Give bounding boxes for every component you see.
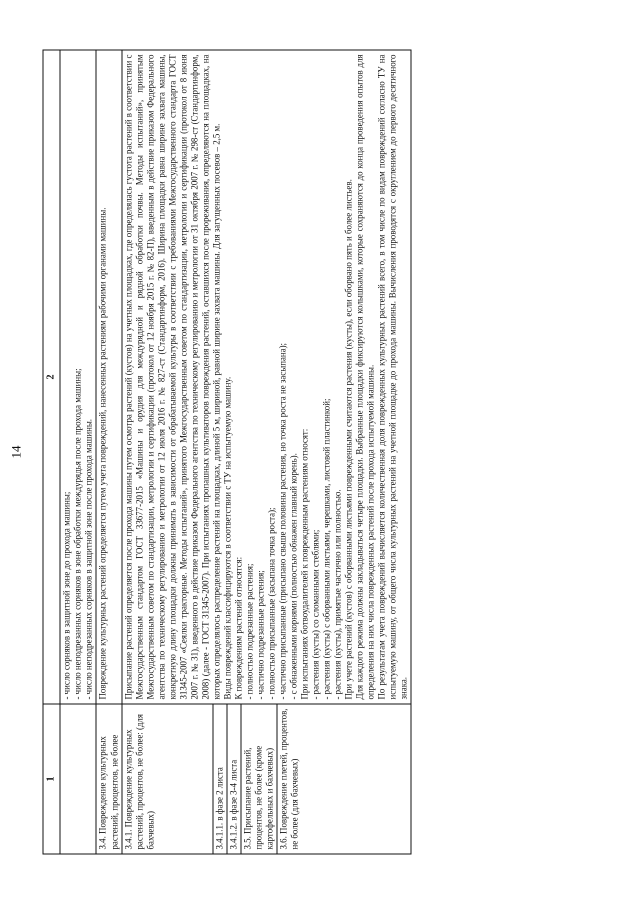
text-line: Присыпание растений определяется после прохода машины путем осмотра растений (кустов) на учетных площадках, где определялась густота растений в соответствии с Межгосударственным стандартом ГОСТ 33677-2015 «Машины и орудия для междурядной и рядной обработки почвы. Методы испытаний», принятым Межгосударственным советом по стандартизации, метрологии и сертификации (протокол от 12 ноября 2015 г. № 82-П), введенным в действие приказом Федерального агентства по техническому регулированию и метрологии от 12 июля 2016 г. № 827-ст (Стандартинформ, 2016). Ширина площадки равна ширине захвата машины, конкретную длину площадки должны принимать в зависимости от обрабатываемой культуры в соответствии с требованиями Межгосударственного стандарта ГОСТ 31345-2007 «Сеялки тракторные. Методы испытаний», принятого Межгосударственным советом по стандартизации, метрологии и сертификации (протокол от 8 июня 2007 г. № 31), введенного в действие приказом Федерального агентства по техническому регулированию и метрологии от 31 октября 2007 г. № 298-ст (Стандартинформ, 2008) (далее - ГОСТ 31345-2007). При испытаниях пропашных культиваторов повреждения растений, оставшихся после прореживания, определяются на площадках, на которых определялось распределение растений на площадках, длиной 5 м, шириной, равной ширине захвата машины. Для загущенных посевов – 2,5 м. bbox=[123, 54, 222, 700]
row-label-group bbox=[122, 704, 412, 854]
table-row bbox=[60, 50, 96, 854]
text-line: По результатам учета повреждений вычисляется количественная доля поврежденных культурных растений всего, в том числе по видам повреждений согласно ТУ на испытуемую машину, от общего числа культурных растений на учетной площадке до прохода машины. Вычисления проводятся с округлением до первого десятичного знака. bbox=[376, 54, 409, 700]
text-line: Повреждение культурных растений определяется путем учета повреждений, нанесенных растениям рабочими органами машины. bbox=[97, 207, 108, 700]
row-text bbox=[122, 50, 412, 704]
row-text bbox=[96, 50, 121, 704]
row-label: 3.4.1.1. в фазе 2 листа bbox=[213, 705, 227, 854]
text-line: - число неподрезанных сорняков в зоне обработки междурядья после прохода машины; bbox=[72, 368, 83, 700]
row-label: 3.4.1. Повреждение культурных растений, процентов, не более: (для бахчевых) bbox=[122, 705, 213, 854]
row-label: 3.5. Присыпание растений, процентов, не более (кроме картофельных и бахчевых) bbox=[241, 705, 277, 854]
text-line: Для каждого режима должны закладываться четыре площадки. Выбранные площадки фиксируются колышками, которые сохраняются до конца проведения опытов для определения на них числа поврежденных растений после прохода испытуемой машины. bbox=[354, 54, 376, 700]
header-col-2: 2 bbox=[43, 50, 60, 704]
text-line: При учете растений (кустов) с оборванными листьями поврежденными считаются растения (кусты), если оборвано пять и более листьев. bbox=[343, 179, 354, 700]
row-label bbox=[60, 704, 96, 854]
table-row bbox=[96, 50, 121, 854]
row-label: 3.6. Повреждение плетей, процентов, не более (для бахчевых) bbox=[278, 708, 300, 850]
header-row bbox=[43, 50, 60, 854]
spec-table bbox=[43, 50, 412, 855]
text-line: - растения (кусты), примятые частично или полностью. bbox=[332, 489, 343, 700]
row-label: 3.4. Повреждение культурных растений, процентов, не более bbox=[96, 704, 121, 854]
page-number: 14 bbox=[8, 445, 24, 459]
text-line: - частично присыпанные (присыпано свыше половины растения, но точка роста не засыпана); bbox=[277, 343, 288, 700]
text-line: При испытаниях ботвоудалителей к поврежденным растениям относят: bbox=[299, 428, 310, 700]
text-line: Виды повреждений классифицируются в соответствии с ТУ на испытуемую машину. bbox=[222, 376, 233, 700]
text-line: - с обнаженными корнями (полностью обнажен главный корень). bbox=[288, 453, 299, 700]
text-line: - число неподрезанных сорняков в защитной зоне после прохода машины. bbox=[83, 418, 94, 700]
text-line: - частично подрезанные растения; bbox=[255, 570, 266, 700]
row-text bbox=[60, 50, 96, 704]
header-col-1: 1 bbox=[43, 704, 60, 854]
text-line: - полностью подрезанные растения; bbox=[244, 563, 255, 700]
row-label: 3.4.1.2. в фазе 3-4 листа bbox=[227, 705, 241, 854]
text-line: - полностью присыпанные (засыпана точка роста); bbox=[266, 507, 277, 700]
text-line: - число сорняков в защитной зоне до прохода машины; bbox=[61, 491, 72, 700]
text-line: К повреждениям растений относятся: bbox=[233, 556, 244, 700]
text-line: - растения (кусты) со сломанными стеблями; bbox=[310, 529, 321, 700]
text-line: - растения (кусты) с оборванными листьями, черешками, листовой пластинкой; bbox=[321, 398, 332, 700]
table-row bbox=[122, 50, 412, 854]
rotated-content bbox=[8, 50, 598, 855]
